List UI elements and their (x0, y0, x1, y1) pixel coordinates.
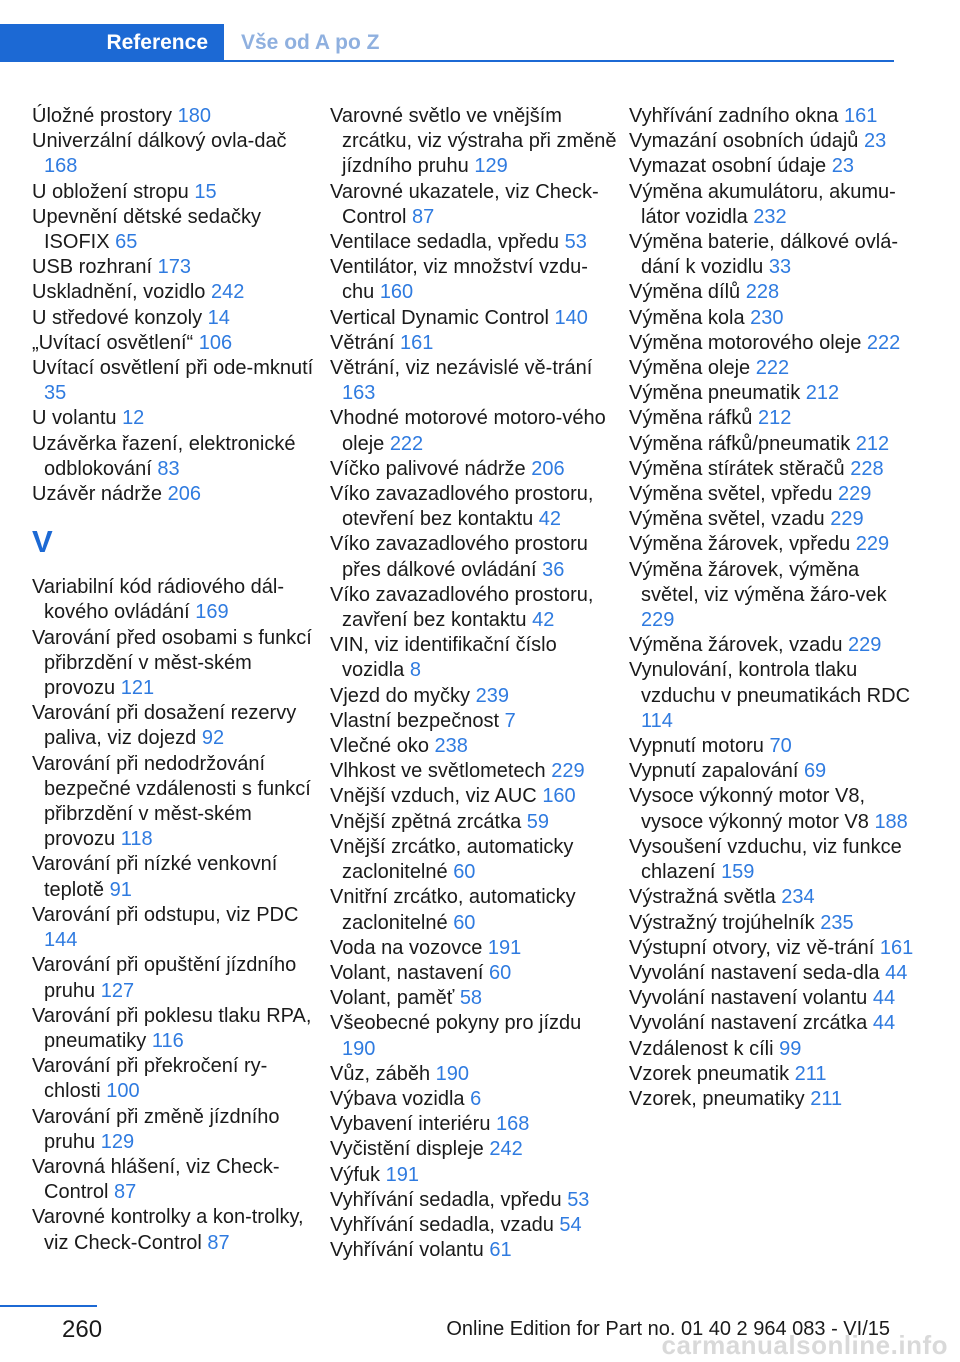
index-entry (629, 432, 919, 457)
tab-reference[interactable] (0, 24, 224, 62)
index-entry-page-link[interactable]: 159 (721, 861, 755, 884)
index-entry-page-link[interactable]: 206 (167, 483, 201, 506)
index-entry-term: Vnitřní zrcátko, automaticky zaclonitelné (330, 886, 576, 934)
index-entry-term: Varovné kontrolky a kon-trolky, viz Check-Control (32, 1206, 304, 1254)
index-entry (629, 1062, 919, 1087)
index-entry-page-link[interactable]: 190 (435, 1062, 469, 1085)
index-entry-term: Výměna žárovek, vzadu (629, 634, 848, 657)
index-entry-page-link[interactable]: 173 (157, 256, 191, 279)
index-entry (629, 961, 919, 986)
index-entry-term: Větrání, viz nezávislé vě-trání (330, 357, 593, 380)
index-entry-page-link[interactable]: 53 (567, 1188, 590, 1211)
index-entry (330, 583, 620, 633)
index-entry-term: Vhodné motorové motoro-vého oleje (330, 407, 606, 455)
tab-a-to-z[interactable] (224, 24, 379, 62)
index-entry (330, 1112, 620, 1137)
index-entry-term: Výstupní otvory, viz vě-trání (629, 936, 880, 959)
index-entry (330, 331, 620, 356)
index-entry-page-link[interactable]: 6 (470, 1087, 482, 1110)
index-entry (629, 885, 919, 910)
index-entry (330, 810, 620, 835)
index-entry-term: Vzorek, pneumatiky (629, 1087, 811, 1110)
index-entry (330, 1163, 620, 1188)
index-entry (330, 684, 620, 709)
index-entry (629, 129, 919, 154)
index-entry (629, 658, 919, 734)
index-entry-term: Ventilátor, viz množství vzdu-chu (330, 256, 588, 304)
index-entry (629, 180, 919, 230)
index-entry (629, 936, 919, 961)
index-entry (330, 633, 620, 683)
index-entry (330, 1062, 620, 1087)
index-entry-page-link[interactable]: 206 (531, 457, 565, 480)
index-entry-term: Vysoce výkonný motor V8, vysoce výkonný motor V8 (629, 785, 875, 833)
index-entry-page-link[interactable]: 234 (781, 886, 815, 909)
index-entry-term: Upevnění dětské sedačky ISOFIX (32, 205, 262, 254)
index-entry-page-link[interactable]: 229 (641, 609, 675, 632)
index-entry-page-link[interactable]: 7 (504, 709, 516, 732)
index-entry-term: Vertical Dynamic Control (330, 306, 555, 329)
index-entry-term: Vyvolání nastavení zrcátka (629, 1012, 873, 1035)
index-entry (629, 356, 919, 381)
index-entry-term: Varování před osobami s funkcí přibrzdění v měst-ském provozu (32, 626, 312, 700)
index-entry-page-link[interactable]: 229 (848, 634, 882, 657)
index-entry-term: Univerzální dálkový ovla-dač (32, 130, 287, 153)
index-entry-page-link[interactable]: 238 (434, 735, 468, 758)
index-entry-page-link[interactable]: 44 (885, 961, 908, 984)
index-entry-term: Výměna žárovek, vpředu (629, 533, 856, 556)
index-entry-page-link[interactable]: 15 (194, 180, 217, 203)
index-entry-term: Vyhřívání zadního okna (629, 105, 844, 127)
index-entry (629, 759, 919, 784)
index-entry-page-link[interactable]: 232 (753, 205, 787, 228)
index-entry-term: Varování při překročení ry-chlosti (32, 1055, 268, 1103)
index-entry-term: Vymazat osobní údaje (629, 155, 832, 178)
index-entry (629, 230, 919, 280)
index-entry-term: Všeobecné pokyny pro jízdu (330, 1012, 582, 1035)
index-entry-term: Vybavení interiéru (330, 1113, 497, 1136)
index-entry-term: Varování při změně jízdního pruhu (32, 1105, 280, 1153)
index-entry-term: Víčko palivové nádrže (330, 457, 532, 480)
index-entry-term: Vlhkost ve světlometech (330, 760, 552, 783)
index-section-letter: V (32, 524, 53, 560)
index-entry (629, 734, 919, 759)
index-entry-page-link[interactable]: 144 (44, 929, 78, 952)
index-entry-term: Voda na vozovce (330, 936, 488, 959)
index-entry-page-link[interactable]: 58 (459, 987, 483, 1010)
index-entry-page-link[interactable]: 191 (385, 1163, 419, 1186)
index-entry-term: Vzdálenost k cíli (629, 1037, 780, 1060)
index-entry (32, 852, 322, 902)
index-entry-term: Varování při nízké venkovní teplotě (32, 853, 278, 901)
watermark: carmanualsonline.info (661, 1330, 948, 1360)
index-entry (32, 1155, 322, 1205)
index-entry-page-link[interactable]: 211 (794, 1062, 827, 1085)
index-entry (330, 104, 620, 180)
index-entry-page-link[interactable]: 229 (830, 508, 864, 531)
index-entry-term: Výměna ráfků/pneumatik (629, 432, 856, 455)
index-entry-page-link[interactable]: 69 (803, 760, 827, 783)
index-entry (32, 205, 322, 255)
index-entry-page-link[interactable]: 229 (855, 533, 890, 556)
index-entry-page-link[interactable]: 242 (489, 1138, 523, 1161)
index-entry-term: Výměna akumulátoru, akumu-látor vozidla (629, 180, 896, 228)
index-entry (330, 784, 620, 809)
index-entry-term: Vymazání osobních údajů (629, 130, 864, 153)
index-entry-page-link[interactable]: 242 (210, 281, 245, 304)
index-entry-page-link[interactable]: 211 (810, 1087, 843, 1110)
index-entry (330, 1213, 620, 1238)
index-entry-term: Vnější zrcátko, automaticky zaclonitelné (330, 835, 574, 884)
index-entry-page-link[interactable]: 33 (768, 256, 792, 279)
index-entry (629, 1037, 919, 1062)
index-entry (330, 356, 620, 406)
index-entry-page-link[interactable]: 44 (872, 1012, 896, 1035)
index-entry (330, 306, 620, 331)
index-entry (32, 129, 322, 179)
index-entry-page-link[interactable]: 222 (755, 357, 790, 380)
index-entry-page-link[interactable]: 83 (157, 457, 180, 480)
index-entry (629, 1087, 919, 1112)
index-entry-term: Varování při opuštění jízdního pruhu (32, 954, 297, 1002)
index-entry (629, 507, 919, 532)
index-entry (330, 961, 620, 986)
index-entry (629, 381, 919, 406)
index-entry (32, 1004, 322, 1054)
page-number: 260 (62, 1316, 103, 1343)
index-entry-page-link[interactable]: 180 (177, 105, 211, 127)
index-entry-term: Výměna pneumatik (629, 382, 806, 405)
index-entry (330, 1087, 620, 1112)
index-entry-term: U volantu (32, 407, 123, 430)
index-entry-term: Vypnutí motoru (629, 735, 770, 758)
index-entry (330, 759, 620, 784)
index-entry-term: Vůz, záběh (330, 1062, 436, 1085)
index-entry-page-link[interactable]: 106 (198, 331, 233, 354)
index-entry-term: Výměna stírátek stěračů (629, 457, 851, 480)
index-entry (629, 482, 919, 507)
index-entry-page-link[interactable]: 161 (400, 331, 434, 354)
index-entry-page-link[interactable]: 60 (453, 861, 476, 884)
index-entry (330, 532, 620, 582)
index-entry-term: Výstražný trojúhelník (629, 911, 821, 934)
index-entry-term: Varování při poklesu tlaku RPA, pneumatiky (32, 1004, 312, 1052)
index-entry-page-link[interactable]: 116 (151, 1029, 184, 1052)
header-bar (0, 0, 894, 62)
index-entry-page-link[interactable]: 228 (745, 281, 780, 304)
index-entry-term: VIN, viz identifikační číslo vozidla (330, 634, 557, 682)
index-entry-page-link[interactable]: 163 (342, 382, 376, 405)
index-entry-page-link[interactable]: 87 (412, 205, 435, 228)
index-column-1 (32, 104, 322, 1256)
index-entry-term: USB rozhraní (32, 256, 158, 279)
index-entry-page-link[interactable]: 188 (874, 810, 908, 833)
index-entry (629, 154, 919, 179)
index-entry-page-link[interactable]: 54 (559, 1213, 582, 1236)
index-entry (629, 104, 919, 129)
index-entry (629, 633, 919, 658)
index-entry-page-link[interactable]: 169 (195, 601, 229, 624)
index-entry-page-link[interactable]: 91 (109, 878, 132, 901)
page-number-rule (0, 1305, 97, 1307)
index-entry-term: Vysoušení vzduchu, viz funkce chlazení (629, 835, 902, 884)
index-entry-term: Vypnutí zapalování (629, 760, 804, 783)
index-entry-term: Výměna oleje (629, 357, 756, 380)
index-entry (330, 1188, 620, 1213)
index-entry-page-link[interactable]: 168 (44, 155, 78, 178)
index-entry (629, 457, 919, 482)
index-entry (32, 903, 322, 953)
index-entry-term: Volant, nastavení (330, 961, 490, 984)
index-entry (32, 255, 322, 280)
index-entry (330, 1238, 620, 1263)
index-entry (629, 986, 919, 1011)
index-entry (330, 180, 620, 230)
index-entry-term: Výstražná světla (629, 886, 782, 909)
index-entry (330, 885, 620, 935)
index-entry-page-link[interactable]: 70 (769, 735, 792, 758)
index-entry (330, 936, 620, 961)
index-entry (32, 575, 322, 625)
index-entry-page-link[interactable]: 212 (855, 432, 890, 455)
index-entry (32, 331, 322, 356)
index-entry (629, 835, 919, 885)
index-entry-term: Ventilace sedadla, vpředu (330, 231, 565, 254)
index-entry-page-link[interactable]: 65 (115, 231, 138, 254)
index-entry-term: Vyvolání nastavení seda-dla (629, 961, 886, 984)
index-entry-page-link[interactable]: 87 (114, 1181, 137, 1204)
tab-reference-label: Reference (106, 31, 208, 54)
index-entry (629, 406, 919, 431)
index-entry (32, 1054, 322, 1104)
index-entry (32, 752, 322, 853)
index-entry-term: Uzávěrka řazení, elektronické odblokování (32, 432, 296, 480)
index-entry-page-link[interactable]: 23 (831, 155, 854, 178)
index-entry (629, 280, 919, 305)
index-entry (629, 532, 919, 557)
index-entry-page-link[interactable]: 121 (120, 677, 155, 700)
index-entry-term: Vyhřívání volantu (330, 1239, 490, 1262)
index-entry-term: Výměna ráfků (629, 407, 758, 430)
index-entry (629, 784, 919, 834)
index-entry-term: Víko zavazadlového prostoru, zavření bez kontaktu (330, 583, 594, 632)
index-entry (330, 406, 620, 456)
index-entry-term: Výměna kola (629, 306, 751, 329)
index-entry-term: Varovné světlo ve vnějším zrcátku, viz výstraha při změně jízdního pruhu (330, 105, 617, 178)
index-entry-page-link[interactable]: 161 (879, 936, 914, 959)
index-entry-term: Vyhřívání sedadla, vzadu (330, 1213, 560, 1236)
index-entry-page-link[interactable]: 222 (389, 432, 424, 455)
index-entry (330, 709, 620, 734)
index-entry-page-link[interactable]: 42 (538, 508, 562, 531)
index-entry-page-link[interactable]: 168 (496, 1113, 530, 1136)
index-entry-term: Výfuk (330, 1163, 386, 1186)
index-entry-term: Vnější vzduch, viz AUC (330, 785, 543, 808)
index-entry-page-link[interactable]: 191 (487, 936, 522, 959)
index-entry-term: Varovné ukazatele, viz Check-Control (330, 180, 599, 228)
index-entry-page-link[interactable]: 127 (100, 979, 135, 1002)
index-entry-term: Vzorek pneumatik (629, 1062, 795, 1085)
index-entry (32, 306, 322, 331)
index-entry-page-link[interactable]: 87 (207, 1231, 230, 1254)
index-entry-page-link[interactable]: 229 (838, 483, 872, 506)
index-entry-term: Variabilní kód rádiového dál-kového ovládání (32, 576, 285, 624)
index-entry (330, 1011, 620, 1061)
index-column-2 (330, 104, 620, 1263)
header-divider (224, 60, 894, 62)
index-entry-term: Výměna žárovek, výměna světel, viz výměna žáro-vek (629, 558, 887, 606)
index-entry-term: Vlastní bezpečnost (330, 709, 505, 732)
index-entry-page-link[interactable]: 36 (542, 558, 565, 581)
index-entry-page-link[interactable]: 212 (757, 407, 792, 430)
index-entry (32, 701, 322, 751)
index-entry-page-link[interactable]: 212 (805, 382, 840, 405)
index-entry-page-link[interactable]: 53 (564, 231, 587, 254)
index-entry-page-link[interactable]: 14 (207, 306, 230, 329)
index-entry-page-link[interactable]: 100 (106, 1080, 140, 1103)
index-entry (330, 482, 620, 532)
index-entry-term: U středové konzoly (32, 306, 208, 329)
index-entry-term: Varování při nedodržování bezpečné vzdálenosti s funkcí přibrzdění v měst-ském provozu (32, 752, 311, 851)
index-entry-term: „Uvítací osvětlení“ (32, 331, 199, 354)
index-entry (32, 356, 322, 406)
index-entry (32, 1205, 322, 1255)
index-entry-page-link[interactable]: 228 (850, 457, 884, 480)
index-entry-term: Výměna baterie, dálkové ovlá-dání k vozidlu (629, 231, 899, 279)
index-entry-page-link[interactable]: 160 (379, 281, 414, 304)
index-entry-term: Vyvolání nastavení volantu (629, 987, 873, 1010)
index-entry-term: Vyhřívání sedadla, vpředu (330, 1188, 568, 1211)
index-entry-term: Volant, paměť (330, 987, 460, 1010)
index-entry-page-link[interactable]: 99 (779, 1037, 802, 1060)
index-entry-page-link[interactable]: 59 (526, 810, 550, 833)
index-entry-term: Vynulování, kontrola tlaku vzduchu v pneumatikách RDC (629, 659, 911, 707)
index-entry-term: Vyčistění displeje (330, 1138, 490, 1161)
index-entry (330, 986, 620, 1011)
index-entry-page-link[interactable]: 92 (201, 727, 225, 750)
index-entry (629, 558, 919, 634)
index-entry (32, 104, 322, 129)
index-entry-page-link[interactable]: 60 (453, 911, 476, 934)
index-entry-term: Varovná hlášení, viz Check-Control (32, 1155, 280, 1204)
edition-footer: Online Edition for Part no. 01 40 2 964 083 - VI/15 (446, 1318, 890, 1340)
index-entry-term: Výměna světel, vzadu (629, 508, 831, 531)
index-entry-term: Výměna motorového oleje (629, 331, 867, 354)
index-entry-page-link[interactable]: 42 (532, 609, 555, 632)
index-entry (629, 331, 919, 356)
index-entry-term: Úložné prostory (32, 105, 178, 127)
index-entry (32, 626, 322, 702)
index-entry-term: Výbava vozidla (330, 1087, 471, 1110)
index-entry-page-link[interactable]: 12 (122, 407, 145, 430)
index-entry-term: Víko zavazadlového prostoru přes dálkové ovládání (330, 533, 588, 581)
index-entry-page-link[interactable]: 23 (863, 130, 887, 153)
index-entry-page-link[interactable]: 129 (100, 1130, 135, 1153)
index-entry-page-link[interactable]: 60 (489, 961, 512, 984)
index-entry-page-link[interactable]: 239 (475, 684, 509, 707)
index-entry-page-link[interactable]: 61 (489, 1239, 512, 1262)
index-entry-term: Víko zavazadlového prostoru, otevření bez kontaktu (330, 483, 594, 531)
index-entry (330, 835, 620, 885)
index-entry-page-link[interactable]: 140 (554, 306, 588, 329)
index-entry (32, 482, 322, 507)
index-entry (330, 230, 620, 255)
index-entry-term: Vlečné oko (330, 735, 435, 758)
index-entry-term: Varování při odstupu, viz PDC (32, 903, 299, 926)
index-entry-page-link[interactable]: 118 (120, 828, 153, 851)
index-entry (32, 953, 322, 1003)
tab-a-to-z-label: Vše od A po Z (241, 31, 380, 54)
index-entry-term: Vjezd do myčky (330, 684, 476, 707)
index-entry (629, 1011, 919, 1036)
index-entry-page-link[interactable]: 190 (342, 1037, 376, 1060)
index-entry (330, 1137, 620, 1162)
index-entry-term: Uskladnění, vozidlo (32, 281, 211, 304)
index-entry (32, 406, 322, 431)
index-entry (330, 255, 620, 305)
index-entry-page-link[interactable]: 114 (641, 709, 673, 732)
index-entry (32, 280, 322, 305)
index-entry-term: Uzávěr nádrže (32, 483, 168, 506)
index-entry-page-link[interactable]: 161 (843, 105, 878, 127)
index-entry (629, 911, 919, 936)
index-entry-page-link[interactable]: 160 (542, 785, 576, 808)
index-entry-page-link[interactable]: 35 (44, 382, 67, 405)
index-column-3 (629, 104, 919, 1112)
index-entry-page-link[interactable]: 8 (409, 659, 421, 682)
index-entry-term: Uvítací osvětlení při ode-mknutí (32, 357, 314, 380)
index-entry (32, 180, 322, 205)
index-entry (330, 734, 620, 759)
index-entry (32, 1105, 322, 1155)
index-entry (629, 306, 919, 331)
index-entry-page-link[interactable]: 222 (866, 331, 901, 354)
index-entry-term: Větrání (330, 331, 401, 354)
index-entry-term: Vnější zpětná zrcátka (330, 810, 527, 833)
index-entry-page-link[interactable]: 44 (872, 987, 896, 1010)
index-entry (32, 432, 322, 482)
index-entry-page-link[interactable]: 229 (551, 760, 585, 783)
index-entry-term: Výměna dílů (629, 281, 746, 304)
index-entry-term: Varování při dosažení rezervy paliva, viz dojezd (32, 702, 297, 750)
index-entry-term: Výměna světel, vpředu (629, 483, 838, 506)
index-entry-page-link[interactable]: 230 (750, 306, 784, 329)
index-entry-term: U obložení stropu (32, 180, 195, 203)
index-entry-page-link[interactable]: 129 (474, 155, 508, 178)
index-entry (330, 457, 620, 482)
index-entry-page-link[interactable]: 235 (820, 911, 854, 934)
